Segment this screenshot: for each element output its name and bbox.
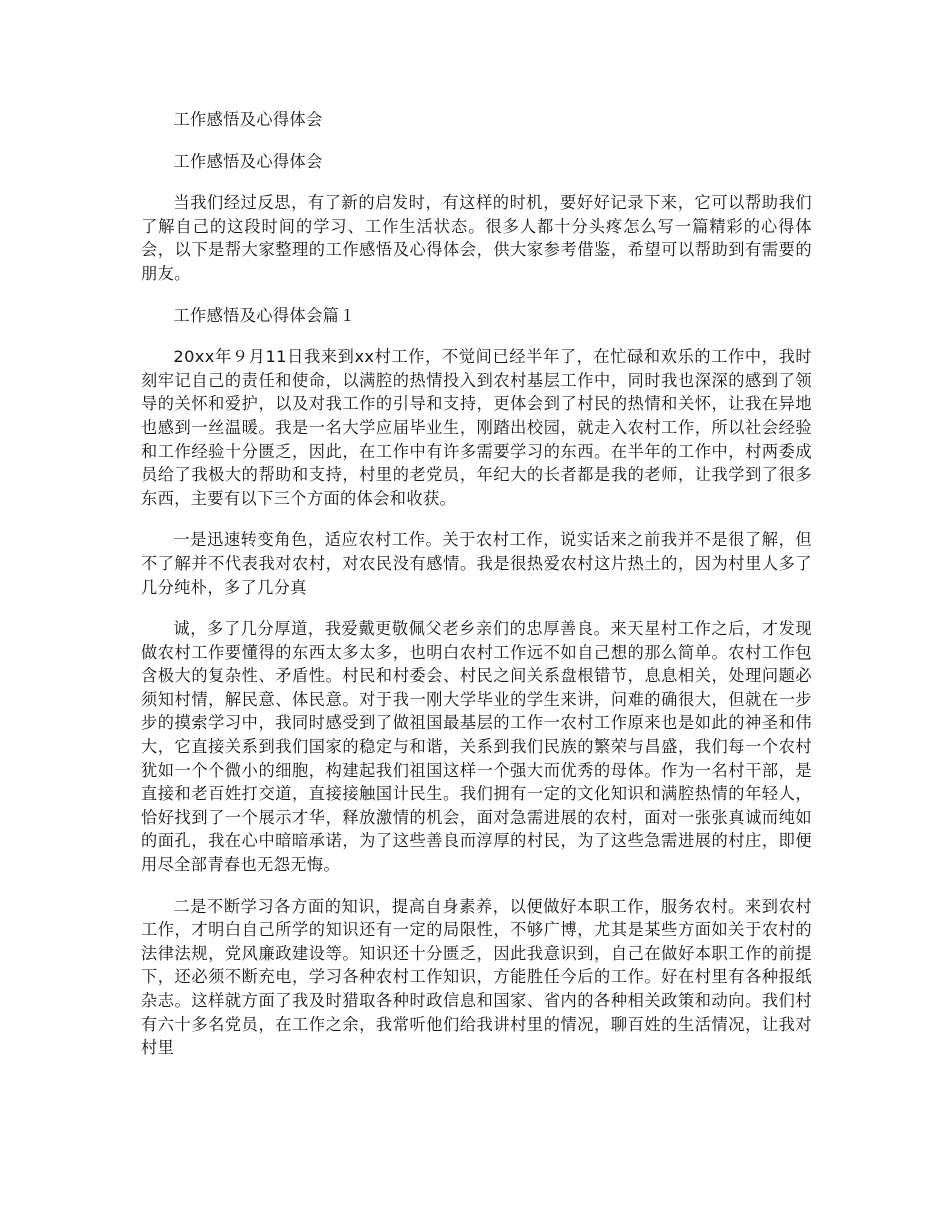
document-title: 工作感悟及心得体会: [173, 110, 323, 129]
body-paragraph: 20xx年９月11日我来到xx村工作，不觉间已经半年了，在忙碌和欢乐的工作中，我时刻牢记自己的责任和使命，以满腔的热情投入到农村基层工作中，同时我也深深的感到了领导的关怀和爱护，以及对我工作的引导和支持，更体会到了村民的热情和关怀，让我在异地也感到一丝温暖。我是一名大学应届毕业生，刚踏出校园，就走入农村工作，所以社会经验和工作经验十分匮乏，因此，在工作中有许多需要学习的东西。在半年的工作中，村两委成员给了我极大的帮助和支持，村里的老党员，年纪大的长者都是我的老师，让我学到了很多东西，主要有以下三个方面的体会和收获。: [141, 347, 812, 508]
body-paragraph: 二是不断学习各方面的知识，提高自身素养，以便做好本职工作，服务农村。来到农村工作，才明白自己所学的知识还有一定的局限性，不够广博，尤其是某些方面如关于农村的法律法规，党风廉政建设等。知识还十分匮乏，因此我意识到，自己在做好本职工作的前提下，还必须不断充电，学习各种农村工作知识，方能胜任今后的工作。好在村里有各种报纸杂志。这样就方面了我及时猎取各种时政信息和国家、省内的各种相关政策和动向。我们村有六十多名党员，在工作之余，我常听他们给我讲村里的情况，聊百姓的生活情况，让我对村里: [141, 896, 812, 1058]
section-heading: 工作感悟及心得体会篇１: [173, 305, 356, 325]
document-subtitle: 工作感悟及心得体会: [173, 151, 323, 171]
body-paragraph: 一是迅速转变角色，适应农村工作。关于农村工作，说实话来之前我并不是很了解，但不了解并不代表我对农村，对农民没有感情。我是很热爱农村这片热土的，因为村里人多了几分纯朴，多了几分真: [141, 530, 812, 597]
body-paragraph: 诚，多了几分厚道，我爱戴更敬佩父老乡亲们的忠厚善良。来天星村工作之后，才发现做农村工作要懂得的东西太多太多，也明白农村工作远不如自己想的那么简单。农村工作包含极大的复杂性、矛盾性。村民和村委会、村民之间关系盘根错节，息息相关，处理问题必须知村情，解民意、体民意。对于我一刚大学毕业的学生来讲，问难的确很大，但就在一步步的摸索学习中，我同时感受到了做祖国最基层的工作一农村工作原来也是如此的神圣和伟大，它直接关系到我们国家的稳定与和谐，关系到我们民族的繁荣与昌盛，我们每一个农村犹如一个个微小的细胞，构建起我们祖国这样一个强大而优秀的母体。作为一名村干部，是直接和老百姓打交道，直接接触国计民生。我们拥有一定的文化知识和满腔热情的年轻人，恰好找到了一个展示才华，释放激情的机会，面对急需进展的农村，面对一张张真诚而纯如的面孔，我在心中暗暗承诺，为了这些善良而淳厚的村民，为了这些急需进展的村庄，即便用尽全部青春也无怨无悔。: [141, 619, 812, 875]
document-body: [141, 108, 812, 1078]
intro-paragraph: 当我们经过反思，有了新的启发时，有这样的时机，要好好记录下来，它可以帮助我们了解自己的这段时间的学习、工作生活状态。很多人都十分头疼怎么写一篇精彩的心得体会，以下是帮大家整理的工作感悟及心得体会，供大家参考借鉴，希望可以帮助到有需要的朋友。: [141, 193, 812, 283]
